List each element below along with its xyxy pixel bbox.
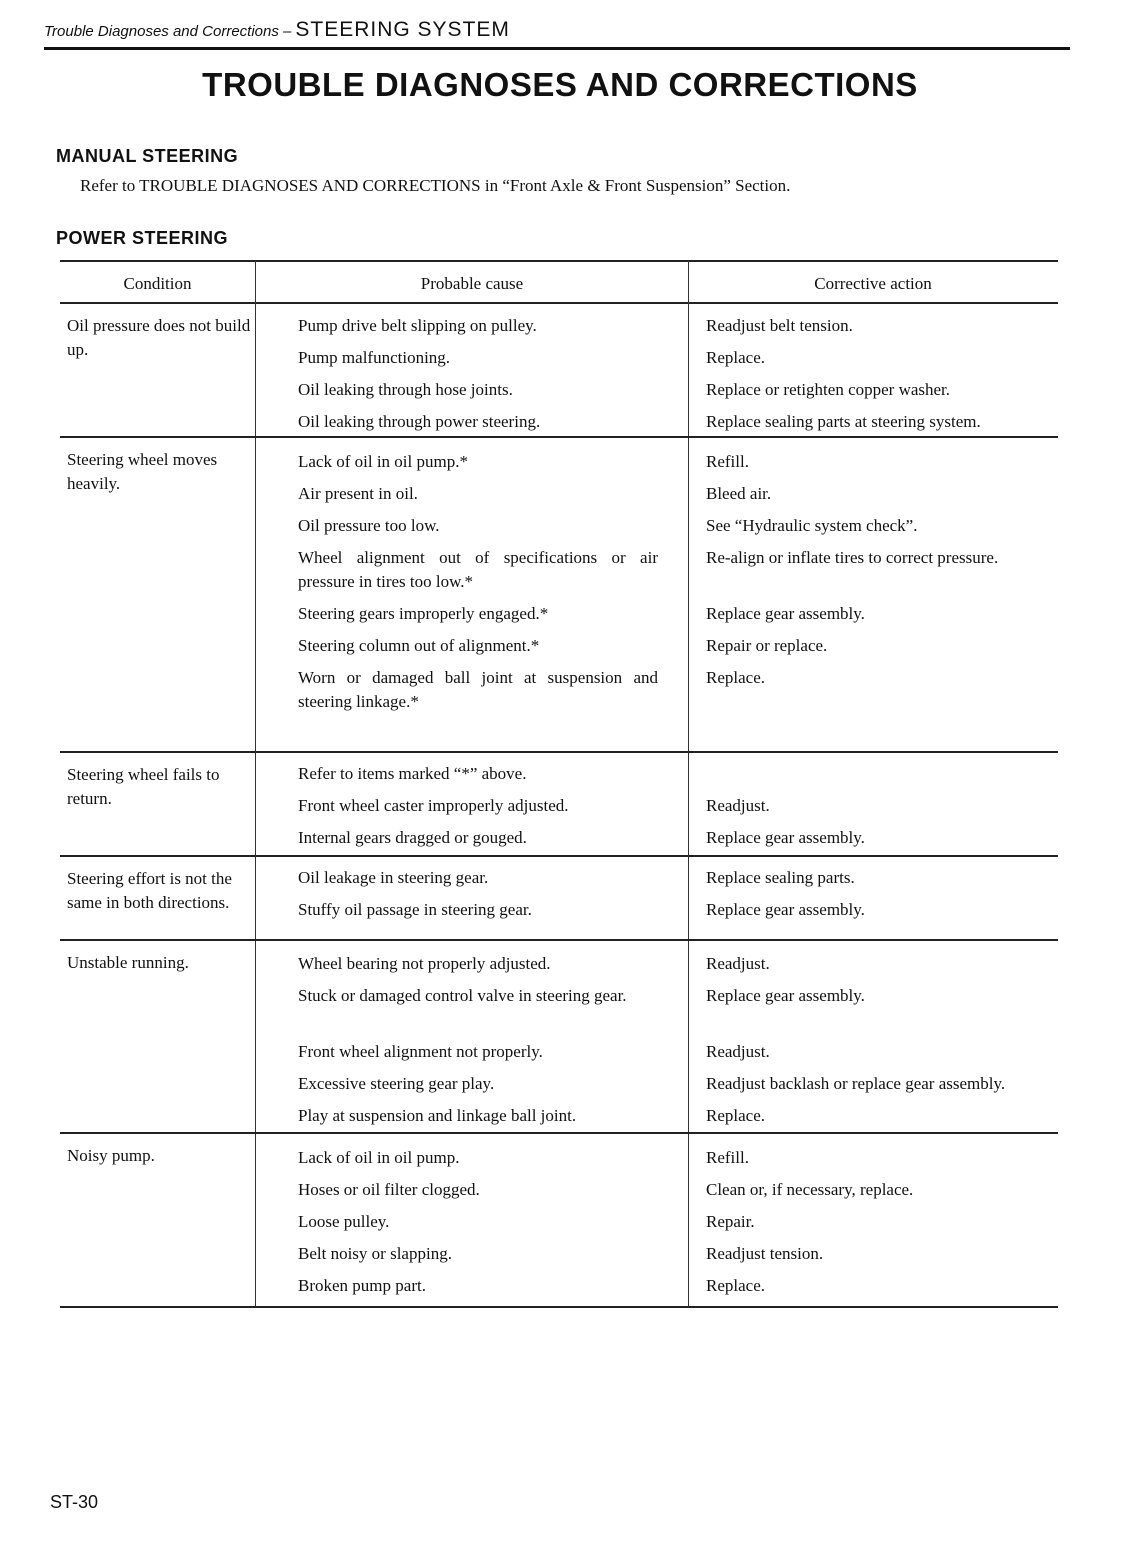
condition-cell: Steering effort is not the same in both directions. xyxy=(67,869,232,912)
condition-cell: Noisy pump. xyxy=(67,1146,155,1165)
cause-cell: Oil leakage in steering gear. xyxy=(298,868,489,887)
row-separator xyxy=(60,751,1058,753)
cause-cell: Air present in oil. xyxy=(298,484,418,503)
cause-cell: Internal gears dragged or gouged. xyxy=(298,828,527,847)
action-cell: Repair or replace. xyxy=(706,636,828,655)
action-cell: Replace sealing parts. xyxy=(706,868,855,887)
cause-cell: Lack of oil in oil pump. xyxy=(298,1148,460,1167)
action-cell: Replace gear assembly. xyxy=(706,900,865,919)
cause-cell: Steering column out of alignment.* xyxy=(298,636,540,655)
row-separator xyxy=(60,939,1058,941)
row-separator xyxy=(60,1132,1058,1134)
cause-cell: Broken pump part. xyxy=(298,1276,426,1295)
header-rule xyxy=(44,47,1070,50)
action-cell: Replace or retighten copper washer. xyxy=(706,380,951,399)
condition-cell: Oil pressure does not build up. xyxy=(67,316,251,359)
cause-cell: Pump drive belt slipping on pulley. xyxy=(298,316,537,335)
action-cell: Replace. xyxy=(706,1276,765,1295)
action-cell: Bleed air. xyxy=(706,484,772,503)
action-cell: Readjust. xyxy=(706,1042,770,1061)
cause-cell: Worn or damaged ball joint at suspension and steering linkage.* xyxy=(298,668,658,711)
cause-cell: Stuffy oil passage in steering gear. xyxy=(298,900,532,919)
power-steering-heading: POWER STEERING xyxy=(56,228,229,248)
running-header-section: Trouble Diagnoses and Corrections – xyxy=(44,23,292,40)
action-cell: Replace sealing parts at steering system. xyxy=(706,412,981,431)
column-divider-2 xyxy=(688,260,689,1308)
action-cell: Readjust backlash or replace gear assembly. xyxy=(706,1074,1006,1093)
table-top-rule xyxy=(60,260,1058,262)
running-header xyxy=(44,18,510,42)
action-cell: Readjust. xyxy=(706,796,770,815)
action-cell: Replace. xyxy=(706,1106,765,1125)
action-cell: Replace. xyxy=(706,668,765,687)
manual-steering-heading: MANUAL STEERING xyxy=(56,146,239,166)
cause-cell: Wheel bearing not properly adjusted. xyxy=(298,954,551,973)
action-cell: Replace gear assembly. xyxy=(706,604,865,623)
cause-cell: Refer to items marked “*” above. xyxy=(298,764,527,783)
manual-steering-text: Refer to TROUBLE DIAGNOSES AND CORRECTIONS in “Front Axle & Front Suspension” Section. xyxy=(80,176,791,195)
action-cell: Refill. xyxy=(706,1148,749,1167)
action-cell: Re-align or inflate tires to correct pressure. xyxy=(706,548,999,567)
page-number: ST-30 xyxy=(50,1492,99,1512)
cause-cell: Belt noisy or slapping. xyxy=(298,1244,452,1263)
cause-cell: Stuck or damaged control valve in steering gear. xyxy=(298,986,627,1005)
condition-cell: Steering wheel fails to return. xyxy=(67,765,220,808)
page-title: TROUBLE DIAGNOSES AND CORRECTIONS xyxy=(202,66,918,103)
row-separator xyxy=(60,436,1058,438)
column-header-condition: Condition xyxy=(123,274,192,293)
action-cell: Replace. xyxy=(706,348,765,367)
cause-cell: Oil pressure too low. xyxy=(298,516,440,535)
cause-cell: Wheel alignment out of specifications or air pressure in tires too low.* xyxy=(298,548,658,591)
running-header-chapter: STEERING SYSTEM xyxy=(295,18,510,41)
action-cell: Clean or, if necessary, replace. xyxy=(706,1180,914,1199)
cause-cell: Oil leaking through power steering. xyxy=(298,412,541,431)
action-cell: Replace gear assembly. xyxy=(706,986,865,1005)
action-cell: Readjust. xyxy=(706,954,770,973)
column-header-action: Corrective action xyxy=(814,274,932,293)
cause-cell: Front wheel alignment not properly. xyxy=(298,1042,543,1061)
condition-cell: Unstable running. xyxy=(67,953,189,972)
cause-cell: Play at suspension and linkage ball joint. xyxy=(298,1106,577,1125)
cause-cell: Oil leaking through hose joints. xyxy=(298,380,513,399)
cause-cell: Loose pulley. xyxy=(298,1212,390,1231)
cause-cell: Lack of oil in oil pump.* xyxy=(298,452,468,471)
column-divider-1 xyxy=(255,260,256,1308)
row-separator xyxy=(60,1306,1058,1308)
cause-cell: Steering gears improperly engaged.* xyxy=(298,604,549,623)
cause-cell: Front wheel caster improperly adjusted. xyxy=(298,796,569,815)
action-cell: Refill. xyxy=(706,452,749,471)
cause-cell: Pump malfunctioning. xyxy=(298,348,451,367)
action-cell: Replace gear assembly. xyxy=(706,828,865,847)
column-header-cause: Probable cause xyxy=(420,274,524,293)
row-separator xyxy=(60,855,1058,857)
action-cell: Readjust belt tension. xyxy=(706,316,853,335)
header-bottom-rule xyxy=(60,302,1058,304)
action-cell: Repair. xyxy=(706,1212,755,1231)
cause-cell: Excessive steering gear play. xyxy=(298,1074,495,1093)
cause-cell: Hoses or oil filter clogged. xyxy=(298,1180,480,1199)
condition-cell: Steering wheel moves heavily. xyxy=(67,450,218,493)
action-cell: Readjust tension. xyxy=(706,1244,824,1263)
action-cell: See “Hydraulic system check”. xyxy=(706,516,918,535)
